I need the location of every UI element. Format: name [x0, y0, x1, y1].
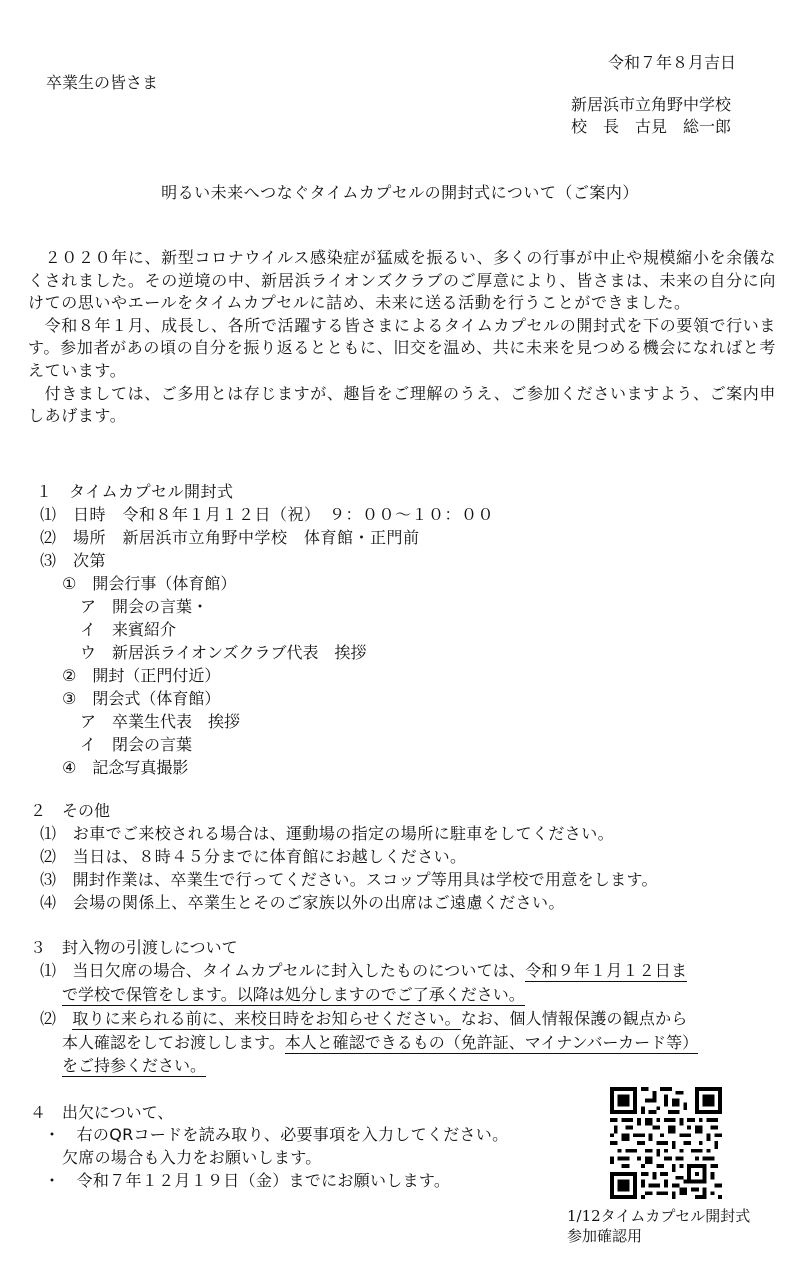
section-1-item-3: ⑶ 次第	[40, 551, 107, 570]
section-3-heading: ３ 封入物の引渡しについて	[30, 938, 238, 957]
agenda-item-4: ④ 記念写真撮影	[62, 758, 189, 777]
principal-title: 校 長	[571, 117, 620, 136]
school-name: 新居浜市立角野中学校	[571, 95, 732, 114]
agenda-sub-item: イ 閉会の言葉	[80, 735, 193, 754]
document-title: 明るい未来へつなぐタイムカプセルの開封式について（ご案内）	[161, 183, 639, 202]
agenda-item-3: ③ 閉会式（体育館）	[62, 689, 221, 708]
qr-caption: 1/12タイムカプセル開封式	[567, 1207, 751, 1225]
recipient: 卒業生の皆さま	[46, 73, 159, 92]
section-3-item-1: ⑴ 当日欠席の場合、タイムカプセルに封入したものについては、令和９年１月１２日ま	[40, 961, 688, 980]
principal-name: 古見 総一郎	[635, 117, 732, 136]
agenda-sub-item: ウ 新居浜ライオンズクラブ代表 挨拶	[80, 643, 367, 662]
section-2-item-2: ⑵ 当日は、８時４５分までに体育館にお越しください。	[40, 847, 467, 866]
section-3-item-2: ⑵ 取りに来られる前に、来校日時をお知らせください。なお、個人情報保護の観点から	[40, 1009, 688, 1028]
section-1-item-2: ⑵ 場所 新居浜市立角野中学校 体育館・正門前	[40, 528, 420, 547]
agenda-item-2: ② 開封（正門付近）	[62, 666, 221, 685]
underlined-text: 取りに来られる前に、来校日時をお知らせください。	[72, 1009, 461, 1028]
agenda-sub-item: ア 卒業生代表 挨拶	[80, 712, 241, 731]
qr-code-icon[interactable]	[610, 1087, 722, 1199]
section-4-heading: ４ 出欠について、	[30, 1103, 174, 1122]
intro-paragraph-2: 令和８年１月、成長し、各所で活躍する皆さまによるタイムカプセルの開封式を下の要領で行います。参加者があの頃の自分を振り返るとともに、旧交を温め、共に未来を見つめる機会になればと考えています。	[28, 315, 776, 380]
underlined-text: 本人と確認できるもの（免許証、マイナンバーカード等）	[284, 1033, 699, 1052]
intro-paragraph-3: 付きましては、ご多用とは存じますが、趣旨をご理解のうえ、ご参加くださいますよう、ご案内申しあげます。	[28, 383, 776, 426]
agenda-sub-item: イ 来賓紹介	[80, 620, 177, 639]
section-2-heading: ２ その他	[30, 801, 111, 820]
principal	[571, 116, 731, 138]
section-2-item-4: ⑷ 会場の関係上、卒業生とそのご家族以外の出席はご遠慮ください。	[40, 893, 565, 912]
section-2-item-3: ⑶ 開封作業は、卒業生で行ってください。スコップ等用具は学校で用意をします。	[40, 870, 658, 889]
section-4-bullet-1-cont: 欠席の場合も入力をお願いします。	[62, 1148, 322, 1167]
underlined-text: をご持参ください。	[62, 1056, 207, 1075]
section-4-bullet-2: ・ 令和７年１２月１９日（金）までにお願いします。	[44, 1171, 451, 1190]
intro-paragraph-1: ２０２０年に、新型コロナウイルス感染症が猛威を振るい、多くの行事が中止や規模縮小を余儀なくされました。その逆境の中、新居浜ライオンズクラブのご厚意により、皆さまは、未来の自分に向けての思いやエールをタイムカプセルに詰め、未来に送る活動を行うことができました。	[28, 248, 776, 313]
section-2-item-1: ⑴ お車でご来校される場合は、運動場の指定の場所に駐車をしてください。	[40, 824, 615, 843]
agenda-item-1: ① 開会行事（体育館）	[62, 574, 237, 593]
section-1-item-1: ⑴ 日時 令和８年１月１２日（祝） ９：００～１０：００	[40, 505, 495, 524]
intro-text	[28, 247, 776, 428]
underlined-date: 令和９年１月１２日ま	[525, 961, 688, 980]
document-date: 令和７年８月吉日	[608, 53, 737, 72]
section-1-heading: １ タイムカプセル開封式	[36, 482, 234, 501]
section-4-bullet-1: ・ 右のQRコードを読み取り、必要事項を入力してください。	[44, 1125, 509, 1144]
agenda-sub-item: ア 開会の言葉・	[80, 597, 209, 616]
underlined-text: で学校で保管をします。以降は処分しますのでご了承ください。	[62, 985, 525, 1004]
qr-caption-sub: 参加確認用	[567, 1227, 643, 1245]
